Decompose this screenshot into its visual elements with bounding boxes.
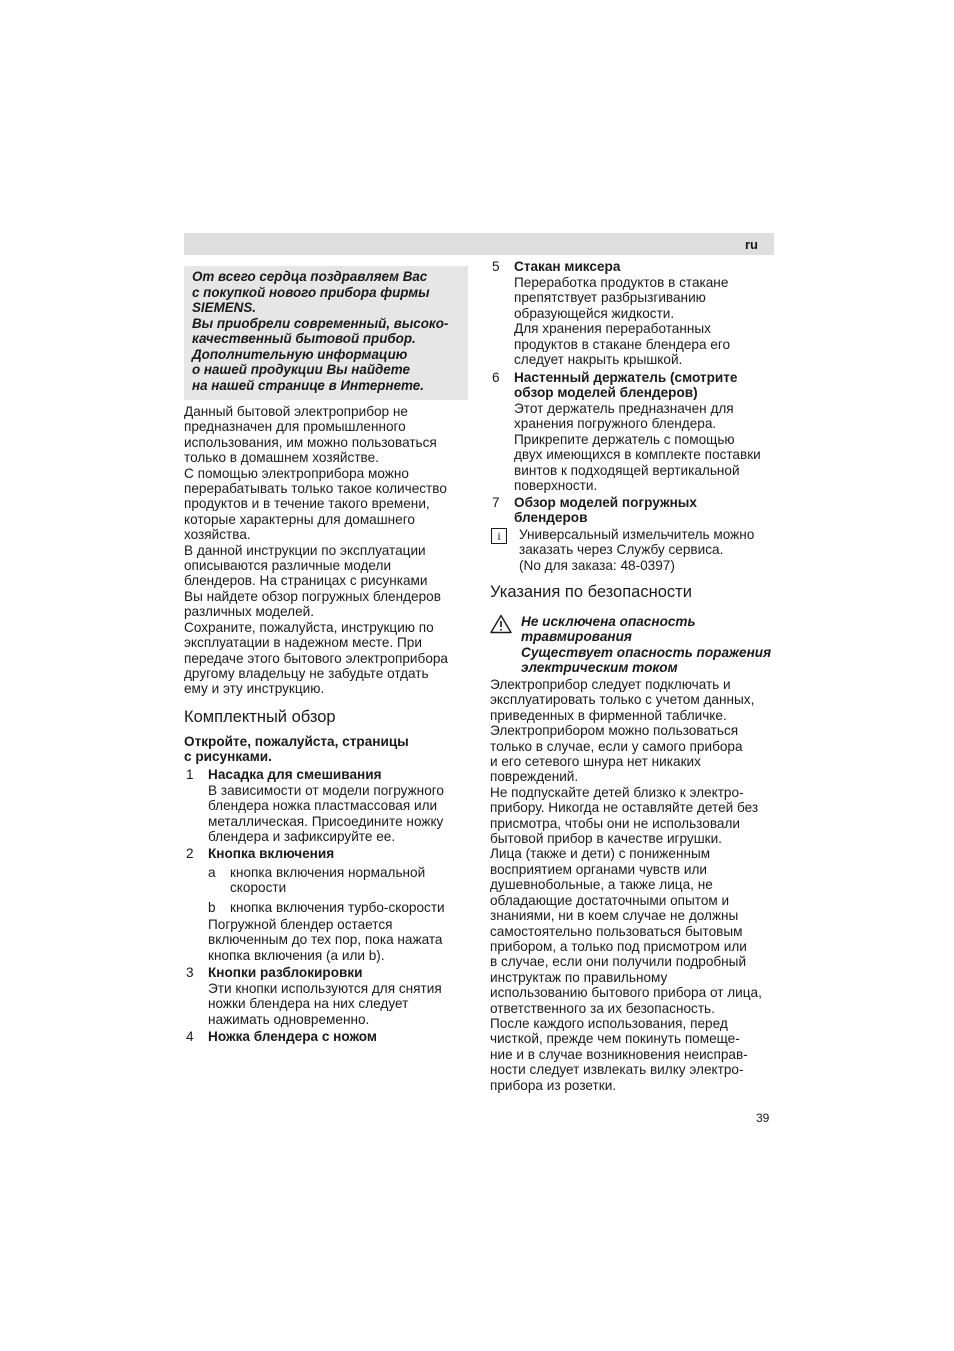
greeting-box	[184, 266, 468, 400]
sub-item-text: кнопка включения нормальной скорости	[230, 865, 426, 896]
item-title: Насадка для смешивания	[208, 767, 382, 782]
item-number: 4	[186, 1029, 194, 1044]
language-label: ru	[745, 237, 758, 252]
sub-item-letter: a	[208, 865, 216, 880]
sub-item-letter: b	[208, 900, 216, 915]
header-bar	[184, 233, 774, 255]
item-body: Этот держатель предназначен для хранения погружного блендера. Прикрепите держатель с помощью двух имеющихся в комплекте поставки винтов к подходящей вертикальной поверхности.	[514, 401, 761, 494]
item-body: Эти кнопки используются для снятия ножки блендера на них следует нажимать одновременно.	[208, 981, 442, 1027]
item-number: 5	[492, 259, 500, 274]
safety-heading: Указания по безопасности	[490, 583, 692, 601]
item-title: Обзор моделей погружных блендеров	[514, 495, 697, 526]
greeting-text: От всего сердца поздравляем Вас с покупкой нового прибора фирмы SIEMENS. Вы приобрели современный, высоко- качественный бытовой прибор. Дополнительную информацию о нашей продукции Вы найдете на нашей странице в Интернете.	[192, 269, 449, 393]
item-number: 3	[186, 965, 194, 980]
page-number: 39	[756, 1111, 770, 1125]
sub-item-text: кнопка включения турбо-скорости	[230, 900, 445, 915]
item-number: 2	[186, 846, 194, 861]
item-title: Кнопка включения	[208, 846, 335, 861]
overview-heading: Комплектный обзор	[184, 708, 336, 726]
item-title: Ножка блендера с ножом	[208, 1029, 377, 1044]
item-title: Настенный держатель (смотрите обзор моделей блендеров)	[514, 370, 738, 401]
item-title: Стакан миксера	[514, 259, 621, 274]
item-title: Кнопки разблокировки	[208, 965, 363, 980]
item-number: 1	[186, 767, 194, 782]
overview-subheading: Откройте, пожалуйста, страницы с рисунками.	[184, 734, 409, 765]
warning-triangle-icon	[490, 614, 512, 634]
item-body: В зависимости от модели погружного блендера ножка пластмассовая или металлическая. Присоедините ножку блендера и зафиксируйте ее.	[208, 783, 444, 845]
item-number: 6	[492, 370, 500, 385]
warning-text: Не исключена опасность травмирования Существует опасность поражения электрическим током	[521, 614, 772, 676]
item-number: 7	[492, 495, 500, 510]
intro-text: Данный бытовой электроприбор не предназначен для промышленного использования, им можно пользоваться только в домашнем хозяйстве. С помощью электроприбора можно перерабатывать только такое количество продуктов и в течение такого времени, которые характерны для домашнего хозяйства. В данной инструкции по эксплуатации описываются различные модели блендеров. На страницах с рисунками Вы найдете обзор погружных блендеров различных моделей. Сохраните, пожалуйста, инструкцию по эксплуатации в надежном месте. При передаче этого бытового электроприбора другому владельцу не забудьте отдать ему и эту инструкцию.	[184, 404, 448, 697]
item-body: Переработка продуктов в стакане препятствует разбрызгиванию образующейся жидкости. Для хранения переработанных продуктов в стакане блендера его следует накрыть крышкой.	[514, 275, 731, 368]
item-body: Погружной блендер остается включенным до тех пор, пока нажата кнопка включения (a или b).	[208, 917, 443, 963]
safety-body: Электроприбор следует подключать и эксплуатировать только с учетом данных, приведенных в фирменной табличке. Электроприбором можно пользоваться только в случае, если у самого прибора и его сетевого шнура нет никаких повреждений. Не подпускайте детей близко к электро- прибору. Никогда не оставляйте детей без присмотра, чтобы они не использовали бытовой прибор в качестве игрушки. Лица (также и дети) с пониженным восприятием органами чувств или душевнобольные, а также лица, не обладающие достаточными опытом и знаниями, ни в коем случае не должны самостоятельно пользоваться бытовым прибором, а только под присмотром или в случае, если они получили подробный инструктаж по правильному использованию бытового прибора от лица, ответственного за их безопасность. После каждого использования, перед чисткой, прежде чем покинуть помеще- ние и в случае возникновения неисправ- ности следует извлекать вилку электро- прибора из розетки.	[490, 677, 762, 1093]
info-icon: i	[491, 528, 507, 544]
info-text: Универсальный измельчитель можно заказать через Службу сервиса. (No для заказа: 48-0397)	[519, 527, 755, 573]
